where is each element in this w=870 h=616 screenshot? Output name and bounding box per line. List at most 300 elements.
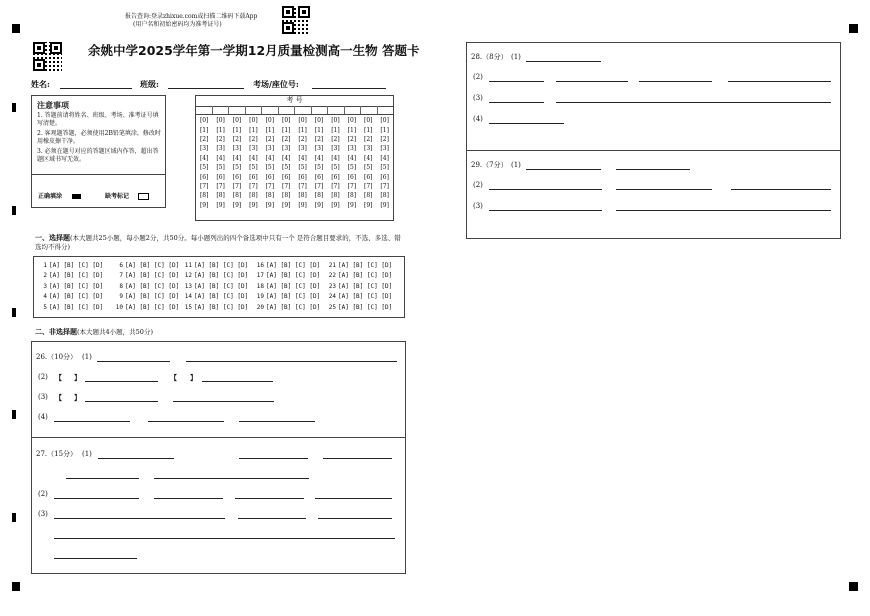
exam-digit-bubble[interactable]: [3] [380, 145, 389, 153]
exam-digit-bubble[interactable]: [4] [314, 154, 324, 162]
exam-digit-bubble[interactable]: [5] [249, 164, 258, 172]
answer-line[interactable] [556, 102, 831, 103]
exam-digit-bubble[interactable]: [4] [281, 154, 291, 162]
exam-digit-bubble[interactable]: [0] [380, 117, 389, 125]
timing-mark [12, 206, 16, 215]
exam-digit-bubble[interactable]: [2] [347, 135, 357, 143]
exam-number-write-cell[interactable] [345, 106, 362, 114]
mcq-row [41, 271, 103, 281]
mcq-options[interactable]: [A] [B] [C] [D] [338, 282, 393, 290]
exam-digit-bubble[interactable]: [2] [364, 135, 373, 143]
exam-digit-bubble[interactable]: [7] [216, 182, 225, 190]
mcq-row [254, 271, 320, 281]
q29-part3: (3) [473, 202, 483, 210]
registration-mark [12, 24, 20, 33]
mcq-row [182, 282, 248, 292]
exam-digit-bubble[interactable]: [9] [314, 201, 324, 209]
answer-line[interactable] [85, 381, 158, 382]
answer-line[interactable] [98, 458, 174, 459]
exam-digit-bubble[interactable]: [9] [364, 201, 373, 209]
mcq-options[interactable]: [A] [B] [C] [D] [338, 272, 393, 280]
q27-part3: (3) [38, 510, 48, 518]
answer-line[interactable] [54, 538, 395, 539]
mcq-options[interactable]: [A] [B] [C] [D] [266, 272, 321, 280]
exam-digit-bubble[interactable]: [9] [380, 201, 389, 209]
answer-line[interactable] [54, 518, 225, 519]
answer-line[interactable] [489, 189, 602, 190]
correct-fill-label: 正确填涂 [38, 193, 63, 200]
exam-digit-bubble[interactable]: [0] [364, 117, 373, 125]
exam-digit-bubble[interactable]: [9] [347, 201, 357, 209]
exam-digit-bubble[interactable]: [8] [199, 192, 209, 200]
exam-digit-bubble[interactable]: [5] [347, 164, 357, 172]
exam-number-write-cell[interactable] [196, 106, 213, 114]
exam-digit-bubble[interactable]: [2] [281, 135, 291, 143]
bracket-close: 】 [74, 373, 81, 382]
answer-line[interactable] [489, 102, 544, 103]
q28-part1: (1) [511, 53, 521, 61]
room-seat-label: 考场/座位号: [253, 79, 299, 89]
answer-line[interactable] [85, 401, 158, 402]
mcq-options[interactable]: [A] [B] [C] [D] [194, 303, 249, 311]
answer-box-26-27 [31, 341, 406, 574]
answer-line[interactable] [154, 478, 309, 479]
exam-digit-bubble[interactable]: [4] [216, 154, 225, 162]
answer-line[interactable] [148, 421, 224, 422]
exam-digit-bubble[interactable]: [9] [199, 201, 209, 209]
mcq-row [41, 282, 103, 292]
exam-digit-bubble[interactable]: [9] [298, 201, 307, 209]
exam-digit-bubble[interactable]: [7] [298, 182, 307, 190]
exam-digit-bubble[interactable]: [5] [380, 164, 389, 172]
registration-mark [849, 582, 858, 591]
exam-digit-bubble[interactable]: [3] [347, 145, 357, 153]
answer-line[interactable] [526, 61, 601, 62]
exam-digit-bubble[interactable]: [8] [298, 192, 307, 200]
exam-digit-bubble[interactable]: [7] [314, 182, 324, 190]
exam-digit-bubble[interactable]: [2] [380, 135, 389, 143]
mcq-row [41, 292, 103, 302]
exam-digit-bubble[interactable]: [0] [249, 117, 258, 125]
exam-digit-bubble[interactable]: [9] [281, 201, 291, 209]
exam-digit-bubble[interactable]: [7] [281, 182, 291, 190]
exam-digit-bubble[interactable]: [9] [232, 201, 242, 209]
q28-part3: (3) [473, 94, 483, 102]
exam-number-write-cell[interactable] [328, 106, 345, 114]
exam-digit-bubble[interactable]: [1] [331, 126, 340, 134]
name-field[interactable] [60, 88, 132, 89]
mcq-question-number: 11 [184, 262, 192, 269]
exam-digit-bubble[interactable]: [2] [199, 135, 209, 143]
name-label: 姓名: [31, 79, 50, 89]
bracket-close: 】 [74, 393, 81, 402]
answer-line[interactable] [239, 421, 315, 422]
exam-digit-bubble[interactable]: [5] [364, 164, 373, 172]
answer-line[interactable] [489, 210, 602, 211]
q29-part2: (2) [473, 181, 483, 189]
mcq-column [41, 261, 103, 313]
mcq-options[interactable]: [A] [B] [C] [D] [49, 293, 104, 301]
exam-digit-bubble[interactable]: [0] [347, 117, 357, 125]
section2-heading: 二、非选择题 [35, 327, 77, 336]
mcq-column [326, 261, 392, 313]
exam-digit-bubble[interactable]: [8] [314, 192, 324, 200]
answer-line[interactable] [526, 169, 601, 170]
mcq-options[interactable]: [A] [B] [C] [D] [194, 293, 249, 301]
exam-number-write-cell[interactable] [262, 106, 279, 114]
exam-digit-bubble[interactable]: [3] [265, 145, 275, 153]
exam-digit-bubble[interactable]: [8] [249, 192, 258, 200]
mcq-options[interactable]: [A] [B] [C] [D] [125, 262, 180, 269]
mcq-question-number: 12 [184, 272, 192, 280]
q28-part2: (2) [473, 73, 483, 81]
mcq-options[interactable]: [A] [B] [C] [D] [194, 262, 249, 269]
exam-digit-bubble[interactable]: [7] [265, 182, 275, 190]
answer-line[interactable] [54, 558, 137, 559]
class-label: 班级: [140, 79, 159, 89]
exam-digit-bubble[interactable]: [1] [232, 126, 242, 134]
q29-part1: (1) [511, 161, 521, 169]
exam-number-box [195, 95, 394, 221]
exam-number-write-cell[interactable] [361, 106, 378, 114]
notice-title: 注意事项 [37, 100, 69, 110]
answer-line[interactable] [54, 421, 130, 422]
exam-digit-bubble[interactable]: [7] [380, 182, 389, 190]
answer-line[interactable] [731, 189, 831, 190]
report-query-line2: (用户名和初始密码均为准考证号) [133, 21, 222, 28]
exam-digit-bubble[interactable]: [9] [331, 201, 340, 209]
exam-digit-bubble[interactable]: [8] [364, 192, 373, 200]
exam-digit-bubble[interactable]: [1] [364, 126, 373, 134]
answer-line[interactable] [66, 478, 139, 479]
exam-digit-bubble[interactable]: [0] [199, 117, 209, 125]
mcq-question-number: 10 [115, 303, 123, 311]
exam-digit-bubble[interactable]: [6] [265, 173, 275, 181]
exam-digit-bubble[interactable]: [8] [216, 192, 225, 200]
answer-line[interactable] [173, 401, 274, 402]
mcq-options[interactable]: [A] [B] [C] [D] [338, 262, 393, 269]
registration-mark [849, 24, 858, 33]
exam-digit-bubble[interactable]: [8] [281, 192, 291, 200]
mcq-row [254, 303, 320, 313]
exam-number-write-cell[interactable] [246, 106, 263, 114]
exam-digit-bubble[interactable]: [1] [347, 126, 357, 134]
timing-mark [12, 410, 16, 419]
answer-line[interactable] [489, 123, 564, 124]
mcq-question-number: 9 [119, 293, 123, 301]
exam-digit-bubble[interactable]: [2] [314, 135, 324, 143]
mcq-question-number: 14 [184, 293, 192, 301]
exam-digit-bubble[interactable]: [0] [216, 117, 225, 125]
mcq-row [254, 282, 320, 292]
mcq-options[interactable]: [A] [B] [C] [D] [266, 262, 321, 269]
exam-digit-bubble[interactable]: [2] [232, 135, 242, 143]
exam-digit-bubble[interactable]: [3] [249, 145, 258, 153]
answer-line[interactable] [728, 81, 831, 82]
answer-line[interactable] [318, 518, 392, 519]
mcq-options[interactable]: [A] [B] [C] [D] [194, 272, 249, 280]
answer-line[interactable] [323, 458, 392, 459]
exam-digit-bubble[interactable]: [7] [232, 182, 242, 190]
mcq-question-number: 25 [328, 303, 336, 311]
exam-digit-bubble[interactable]: [8] [232, 192, 242, 200]
mcq-column [113, 261, 179, 313]
section1-description: (本大题共25小题，每小题2分，共50分。每小题列出的四个备选项中只有一个 是符合题目要求的，不选、多选、错选均不得分) [35, 234, 401, 251]
exam-digit-bubble[interactable]: [3] [199, 145, 209, 153]
exam-digit-bubble[interactable]: [0] [331, 117, 340, 125]
answer-line[interactable] [154, 498, 223, 499]
exam-digit-bubble[interactable]: [6] [281, 173, 291, 181]
exam-digit-bubble[interactable]: [6] [314, 173, 324, 181]
exam-digit-bubble[interactable]: [8] [331, 192, 340, 200]
answer-line[interactable] [639, 81, 712, 82]
exam-digit-bubble[interactable]: [4] [249, 154, 258, 162]
q27-label: 27.（15分） [36, 450, 78, 458]
exam-digit-bubble[interactable]: [5] [298, 164, 307, 172]
bracket-close: 】 [190, 373, 197, 382]
mcq-column [254, 261, 320, 313]
answer-line[interactable] [616, 169, 690, 170]
correct-fill-sample [72, 194, 81, 199]
exam-digit-bubble[interactable]: [1] [216, 126, 225, 134]
exam-digit-bubble[interactable]: [8] [265, 192, 275, 200]
exam-number-write-cell[interactable] [279, 106, 296, 114]
exam-digit-bubble[interactable]: [2] [331, 135, 340, 143]
mcq-options[interactable]: [A] [B] [C] [D] [49, 262, 104, 269]
mcq-question-number: 3 [43, 282, 47, 290]
exam-digit-bubble[interactable]: [6] [364, 173, 373, 181]
exam-digit-bubble[interactable]: [4] [347, 154, 357, 162]
exam-digit-bubble[interactable]: [6] [331, 173, 340, 181]
notice-item: 1. 答题前请将姓名、班级、考场、准考证号填写清楚。 [37, 112, 159, 127]
answer-line[interactable] [556, 81, 628, 82]
exam-digit-bubble[interactable]: [7] [199, 182, 209, 190]
exam-digit-bubble[interactable]: [9] [249, 201, 258, 209]
exam-number-write-cell[interactable] [378, 106, 394, 114]
exam-digit-bubble[interactable]: [4] [380, 154, 389, 162]
section2-description: (本大题共4小题，共50分) [77, 328, 153, 336]
mcq-options[interactable]: [A] [B] [C] [D] [338, 303, 393, 311]
exam-digit-bubble[interactable]: [4] [364, 154, 373, 162]
exam-digit-bubble[interactable]: [7] [331, 182, 340, 190]
exam-digit-bubble[interactable]: [5] [216, 164, 225, 172]
mcq-question-number: 23 [328, 282, 336, 290]
q26-part3: (3) [38, 393, 48, 401]
q27-part2: (2) [38, 490, 48, 498]
exam-digit-bubble[interactable]: [3] [364, 145, 373, 153]
exam-number-header: 考 号 [286, 96, 303, 104]
exam-digit-bubble[interactable]: [7] [249, 182, 258, 190]
exam-digit-bubble[interactable]: [2] [298, 135, 307, 143]
mcq-question-number: 18 [256, 282, 264, 290]
mcq-options[interactable]: [A] [B] [C] [D] [125, 293, 180, 301]
mcq-row [326, 282, 392, 292]
mcq-row [113, 292, 179, 302]
q26-part1: (1) [82, 353, 92, 361]
exam-digit-bubble[interactable]: [1] [199, 126, 209, 134]
answer-line[interactable] [238, 518, 306, 519]
mcq-row [326, 292, 392, 302]
answer-line[interactable] [97, 361, 170, 362]
mcq-question-number: 4 [43, 293, 47, 301]
room-seat-field[interactable] [312, 88, 386, 89]
mcq-question-number: 5 [43, 303, 47, 311]
mcq-options[interactable]: [A] [B] [C] [D] [125, 303, 180, 311]
mcq-row [182, 303, 248, 313]
exam-digit-bubble[interactable]: [4] [298, 154, 307, 162]
mcq-row [326, 303, 392, 313]
exam-digit-bubble[interactable]: [4] [331, 154, 340, 162]
mcq-question-number: 1 [43, 262, 47, 269]
exam-digit-bubble[interactable]: [2] [216, 135, 225, 143]
exam-digit-bubble[interactable]: [3] [216, 145, 225, 153]
mcq-row [326, 271, 392, 281]
mcq-options[interactable]: [A] [B] [C] [D] [49, 303, 104, 311]
exam-digit-bubble[interactable]: [5] [265, 164, 275, 172]
missing-mark-label: 缺考标记 [105, 193, 130, 200]
exam-digit-bubble[interactable]: [7] [364, 182, 373, 190]
exam-number-write-cell[interactable] [295, 106, 312, 114]
mcq-row [113, 271, 179, 281]
answer-line[interactable] [239, 458, 308, 459]
q28-label: 28.（8分） [471, 53, 508, 61]
mcq-question-number: 24 [328, 293, 336, 301]
exam-digit-bubble[interactable]: [8] [380, 192, 389, 200]
q29-label: 29.（7分） [471, 161, 508, 169]
mcq-question-number: 20 [256, 303, 264, 311]
mcq-options[interactable]: [A] [B] [C] [D] [125, 272, 180, 280]
mcq-question-number: 22 [328, 272, 336, 280]
mcq-row [113, 261, 179, 271]
exam-number-write-cell[interactable] [312, 106, 329, 114]
answer-box-28 [466, 42, 841, 239]
q27-part1: (1) [82, 450, 92, 458]
exam-digit-bubble[interactable]: [6] [249, 173, 258, 181]
registration-mark [12, 582, 20, 591]
exam-digit-bubble[interactable]: [1] [281, 126, 291, 134]
answer-line[interactable] [235, 498, 304, 499]
exam-digit-bubble[interactable]: [1] [249, 126, 258, 134]
exam-digit-bubble[interactable]: [4] [232, 154, 242, 162]
exam-digit-bubble[interactable]: [6] [199, 173, 209, 181]
answer-line[interactable] [186, 361, 397, 362]
mcq-options[interactable]: [A] [B] [C] [D] [49, 282, 104, 290]
exam-digit-bubble[interactable]: [6] [232, 173, 242, 181]
mcq-question-number: 16 [256, 262, 264, 269]
mcq-question-number: 13 [184, 282, 192, 290]
exam-digit-bubble[interactable]: [3] [298, 145, 307, 153]
report-query-line1: 报告查询:登录zhixue.com或扫描二维码下载App [125, 13, 258, 20]
q26-label: 26.（10分） [36, 353, 78, 361]
mcq-question-number: 6 [119, 262, 123, 269]
bracket-open: 【 [170, 373, 177, 382]
answer-line[interactable] [54, 498, 139, 499]
q28-part4: (4) [473, 115, 483, 123]
mcq-question-number: 2 [43, 272, 47, 280]
qr-code-icon [282, 6, 310, 34]
exam-digit-bubble[interactable]: [9] [265, 201, 275, 209]
mcq-column [182, 261, 248, 313]
exam-digit-bubble[interactable]: [5] [199, 164, 209, 172]
bracket-open: 【 [55, 393, 62, 402]
mcq-options[interactable]: [A] [B] [C] [D] [266, 303, 321, 311]
exam-digit-bubble[interactable]: [5] [281, 164, 291, 172]
exam-number-write-cell[interactable] [229, 106, 246, 114]
exam-digit-bubble[interactable]: [0] [232, 117, 242, 125]
qr-code-icon [33, 42, 62, 71]
mcq-options[interactable]: [A] [B] [C] [D] [49, 272, 104, 280]
exam-digit-bubble[interactable]: [7] [347, 182, 357, 190]
mcq-row [254, 261, 320, 271]
answer-line[interactable] [616, 210, 831, 211]
exam-digit-bubble[interactable]: [4] [265, 154, 275, 162]
timing-mark [12, 513, 16, 522]
exam-digit-bubble[interactable]: [0] [281, 117, 291, 125]
timing-mark [12, 103, 16, 112]
notice-box [31, 95, 166, 208]
exam-digit-bubble[interactable]: [0] [314, 117, 324, 125]
exam-digit-bubble[interactable]: [2] [249, 135, 258, 143]
exam-digit-bubble[interactable]: [0] [265, 117, 275, 125]
answer-line[interactable] [489, 81, 544, 82]
exam-digit-bubble[interactable]: [2] [265, 135, 275, 143]
mcq-options[interactable]: [A] [B] [C] [D] [266, 293, 321, 301]
mcq-question-number: 15 [184, 303, 192, 311]
exam-digit-bubble[interactable]: [1] [314, 126, 324, 134]
section1-heading-row [35, 233, 403, 252]
section2-heading-row [35, 327, 153, 337]
exam-digit-bubble[interactable]: [6] [380, 173, 389, 181]
answer-line[interactable] [202, 381, 273, 382]
notice-item: 3. 必须在题号对应的答题区域内作答，超出答题区域书写无效。 [37, 148, 159, 163]
answer-line[interactable] [315, 498, 392, 499]
page-title: 余姚中学2025学年第一学期12月质量检测高一生物 答题卡 [88, 43, 420, 58]
exam-digit-bubble[interactable]: [3] [314, 145, 324, 153]
answer-line[interactable] [616, 189, 712, 190]
exam-digit-bubble[interactable]: [8] [347, 192, 357, 200]
exam-digit-bubble[interactable]: [4] [199, 154, 209, 162]
exam-digit-bubble[interactable]: [0] [298, 117, 307, 125]
timing-mark [12, 308, 16, 317]
exam-digit-bubble[interactable]: [3] [331, 145, 340, 153]
exam-digit-bubble[interactable]: [1] [265, 126, 275, 134]
q26-part4: (4) [38, 413, 48, 421]
exam-number-digits [196, 116, 393, 210]
mcq-box [33, 256, 405, 318]
exam-number-write-cell[interactable] [213, 106, 230, 114]
missing-mark-checkbox[interactable] [138, 193, 149, 200]
exam-digit-bubble[interactable]: [5] [331, 164, 340, 172]
exam-digit-bubble[interactable]: [1] [298, 126, 307, 134]
mcq-options[interactable]: [A] [B] [C] [D] [125, 282, 180, 290]
mcq-row [41, 261, 103, 271]
exam-digit-bubble[interactable]: [5] [314, 164, 324, 172]
mcq-options[interactable]: [A] [B] [C] [D] [338, 293, 393, 301]
mcq-question-number: 7 [119, 272, 123, 280]
class-field[interactable] [168, 88, 244, 89]
exam-digit-bubble[interactable]: [3] [281, 145, 291, 153]
mcq-options[interactable]: [A] [B] [C] [D] [266, 282, 321, 290]
exam-digit-bubble[interactable]: [6] [298, 173, 307, 181]
exam-digit-bubble[interactable]: [5] [232, 164, 242, 172]
exam-digit-bubble[interactable]: [9] [216, 201, 225, 209]
exam-digit-bubble[interactable]: [6] [347, 173, 357, 181]
mcq-row [326, 261, 392, 271]
exam-digit-bubble[interactable]: [3] [232, 145, 242, 153]
exam-digit-bubble[interactable]: [6] [216, 173, 225, 181]
exam-digit-bubble[interactable]: [1] [380, 126, 389, 134]
mcq-options[interactable]: [A] [B] [C] [D] [194, 282, 249, 290]
